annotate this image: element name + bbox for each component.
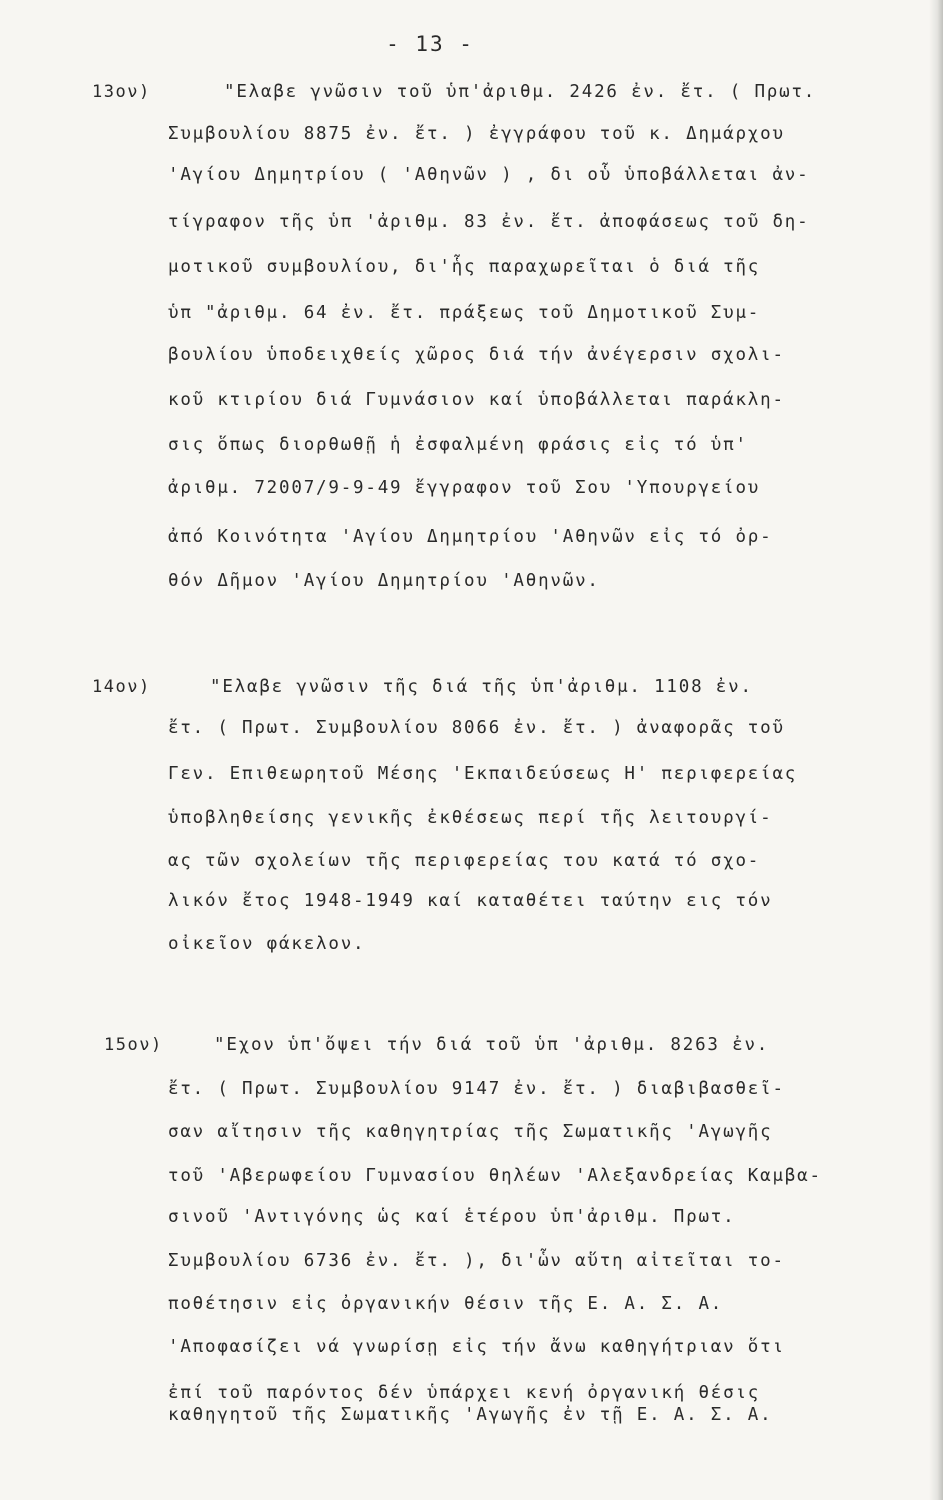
text-line: ἐπί τοῦ παρόντος δέν ὑπάρχει κενή ὀργανική θέσις (168, 1383, 761, 1403)
text-line: Συμβουλίου 6736 ἐν. ἔτ. ), δι'ὧν αὕτη αἰτεῖται το- (168, 1251, 785, 1271)
text-line: τοῦ 'Αβερωφείου Γυμνασίου θηλέων 'Αλεξανδρείας Καμβα- (168, 1166, 822, 1186)
text-line: ας τῶν σχολείων τῆς περιφερείας του κατά τό σχο- (168, 851, 761, 871)
text-line: βουλίου ὑποδειχθείς χῶρος διά τήν ἀνέγερσιν σχολι- (168, 345, 785, 365)
text-line: 'Αποφασίζει νά γνωρίσῃ εἰς τήν ἄνω καθηγήτριαν ὅτι (168, 1337, 785, 1357)
text-line: καθηγητοῦ τῆς Σωματικῆς 'Αγωγῆς ἐν τῇ Ε. Α. Σ. Α. (168, 1405, 773, 1425)
entry-number: 15ον) (104, 1035, 163, 1055)
text-line: ὑποβληθείσης γενικῆς ἐκθέσεως περί τῆς λειτουργί- (168, 808, 773, 828)
text-line: οἰκεῖον φάκελον. (168, 934, 366, 954)
text-line: κοῦ κτιρίου διά Γυμνάσιον καί ὑποβάλλεται παράκλη- (168, 390, 785, 410)
text-line: ποθέτησιν εἰς ὀργανικήν θέσιν τῆς Ε. Α. Σ. Α. (168, 1294, 724, 1314)
text-line: μοτικοῦ συμβουλίου, δι'ἧς παραχωρεῖται ὁ διά τῆς (168, 257, 761, 277)
text-line: σινοῦ 'Αντιγόνης ὡς καί ἑτέρου ὑπ'ἀριθμ. Πρωτ. (168, 1207, 736, 1227)
text-line: "Εχον ὑπ'ὄψει τήν διά τοῦ ὑπ 'ἀριθμ. 8263 ἐν. (214, 1035, 770, 1055)
text-line: ἀπό Κοινότητα 'Αγίου Δημητρίου 'Αθηνῶν εἰς τό ὀρ- (168, 527, 773, 547)
text-line: ὑπ "ἀριθμ. 64 ἐν. ἔτ. πράξεως τοῦ Δημοτικοῦ Συμ- (168, 303, 761, 323)
text-line: ἔτ. ( Πρωτ. Συμβουλίου 9147 ἐν. ἔτ. ) διαβιβασθεῖ- (168, 1079, 785, 1099)
text-line: σαν αἴτησιν τῆς καθηγητρίας τῆς Σωματικῆς 'Αγωγῆς (168, 1122, 773, 1142)
entry-number: 14ον) (92, 677, 151, 697)
text-line: "Ελαβε γνῶσιν τοῦ ὑπ'ἀριθμ. 2426 ἐν. ἔτ. ( Πρωτ. (224, 82, 817, 102)
text-line: 'Αγίου Δημητρίου ( 'Αθηνῶν ) , δι οὗ ὑποβάλλεται ἀν- (168, 165, 810, 185)
text-line: ἀριθμ. 72007/9-9-49 ἔγγραφον τοῦ Σου 'Υπουργείου (168, 478, 761, 498)
text-line: "Ελαβε γνῶσιν τῆς διά τῆς ὑπ'ἀριθμ. 1108 ἐν. (210, 677, 753, 697)
page-edge-shadow (929, 0, 943, 1500)
text-line: θόν Δῆμον 'Αγίου Δημητρίου 'Αθηνῶν. (168, 571, 600, 591)
text-line: ἔτ. ( Πρωτ. Συμβουλίου 8066 ἐν. ἔτ. ) ἀναφορᾶς τοῦ (168, 718, 785, 738)
text-line: λικόν ἔτος 1948-1949 καί καταθέτει ταύτην εις τόν (168, 891, 773, 911)
text-line: Συμβουλίου 8875 ἐν. ἔτ. ) ἐγγράφου τοῦ κ. Δημάρχου (168, 124, 785, 144)
text-line: Γεν. Επιθεωρητοῦ Μέσης 'Εκπαιδεύσεως Η' περιφερείας (168, 764, 798, 784)
entry-number: 13ον) (92, 82, 151, 102)
page-number: - 13 - (386, 32, 474, 56)
text-line: τίγραφον τῆς ὑπ 'ἀριθμ. 83 ἐν. ἔτ. ἀποφάσεως τοῦ δη- (168, 212, 810, 232)
text-line: σις ὅπως διορθωθῇ ἡ ἐσφαλμένη φράσις εἰς τό ὑπ' (168, 435, 748, 455)
